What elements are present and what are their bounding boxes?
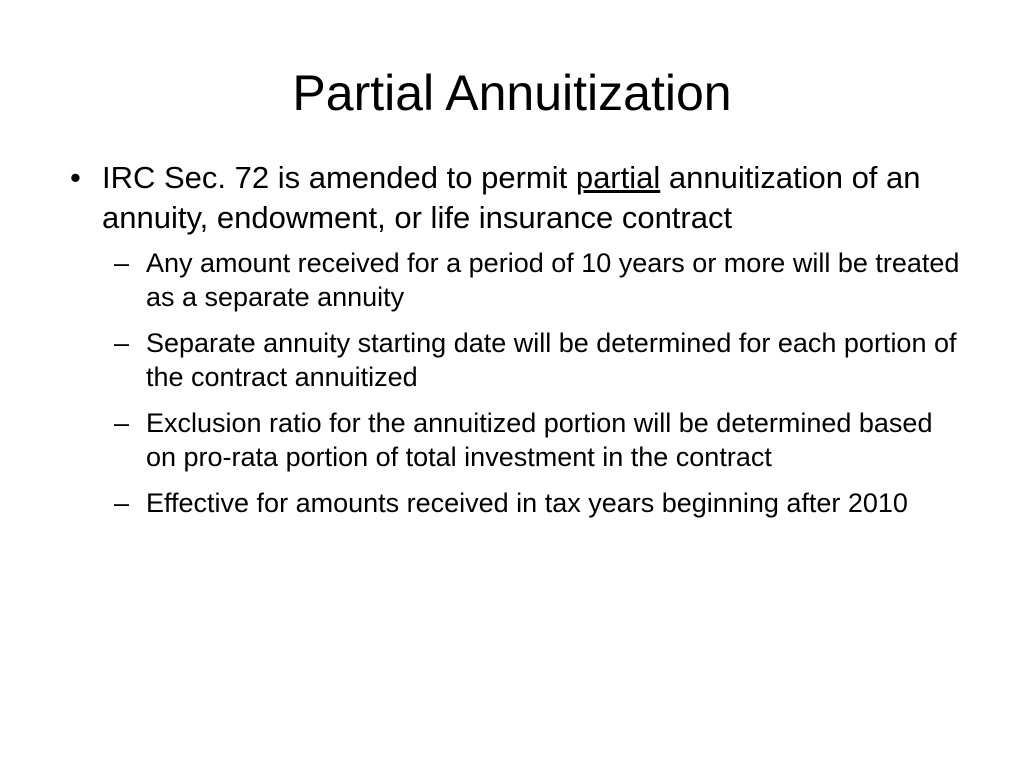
dash-marker: –	[114, 328, 130, 358]
main-bullet-text-end: annuitization of an annuity, endowment, or life insurance contract	[102, 160, 921, 235]
dash-marker: –	[114, 248, 130, 278]
sub-bullet-item	[70, 486, 960, 520]
dash-marker: –	[114, 488, 130, 518]
main-bullet-text-start: IRC Sec. 72 is amended to permit	[102, 160, 576, 195]
slide-title: Partial Annuitization	[292, 65, 732, 121]
sub-bullet-item	[70, 326, 960, 394]
sub-bullet-text: Any amount received for a period of 10 years or more will be treated as a separate annuity	[146, 248, 960, 312]
sub-bullet-text: Separate annuity starting date will be determined for each portion of the contract annuitized	[146, 328, 957, 392]
sub-bullet-text: Exclusion ratio for the annuitized portion will be determined based on pro-rata portion of total investment in the contract	[146, 408, 933, 472]
main-bullet	[70, 158, 960, 238]
underlined-word: partial	[575, 160, 661, 195]
slide-body	[70, 158, 960, 532]
sub-bullet-item	[70, 246, 960, 314]
sub-bullet-list	[70, 246, 960, 520]
dash-marker: –	[114, 408, 130, 438]
sub-bullet-text: Effective for amounts received in tax years beginning after 2010	[146, 488, 908, 518]
bullet-marker: •	[70, 160, 81, 195]
sub-bullet-item	[70, 406, 960, 474]
